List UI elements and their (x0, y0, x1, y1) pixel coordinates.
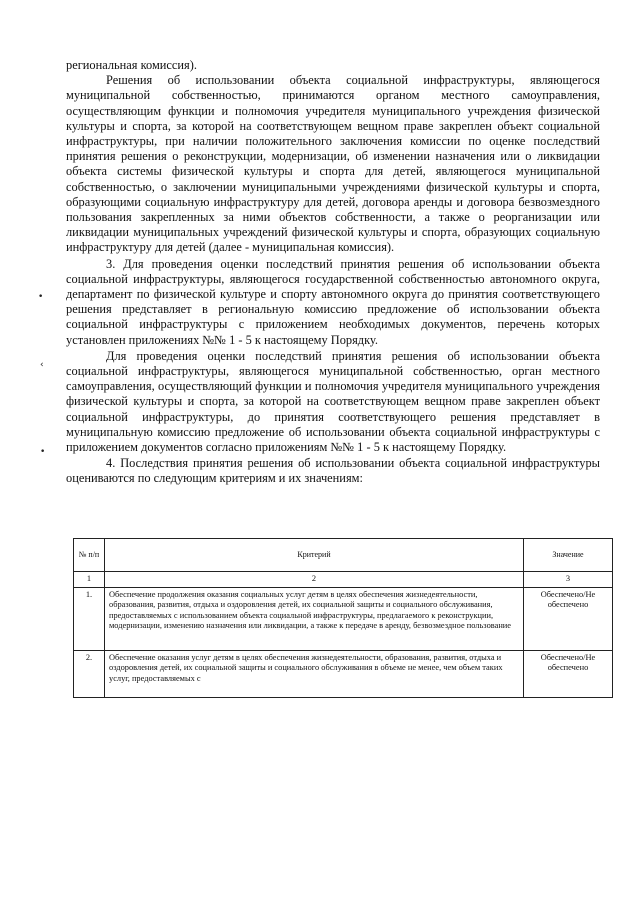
index-cell: 3 (524, 572, 613, 588)
paragraph-3: 3. Для проведения оценки последствий принятия решения об использовании объекта социальной инфраструктуры, являющегося государственной собственностью автономного округа, департамент по физической культуре и спорту автономного округа до принятия соответствующего решения представляет в региональную комиссию предложение об использовании объекта социальной инфраструктуры с приложением необходимых документов, перечень которых установлен приложениях №№ 1 - 5 к настоящему Порядку. (66, 256, 600, 347)
row-criterion: Обеспечение оказания услуг детям в целях обеспечения жизнедеятельности, образования, развития, отдыха и оздоровления детей, их социальной защиты и социального обслуживания в объеме не менее, чем объем таких услуг, предоставляемых с (105, 651, 524, 698)
paragraph-municipal-decision: Решения об использовании объекта социальной инфраструктуры, являющегося муниципальной собственностью, принимаются органом местного самоуправления, осуществляющим функции и полномочия учредителя муниципального учреждения физической культуры и спорта, за которой на соответствующем вещном праве закреплен объект социальной инфраструктуры, при наличии положительного заключения комиссии по оценке последствий принятия решения о реконструкции, модернизации, об изменении назначения или о ликвидации объекта системы физической культуры и спорта для детей, являющегося муниципальной собственностью, о заключении муниципальными учреждениями физической культуры и спорта, образующими социальную инфраструктуру для детей, договора аренды и договора безвозмездного пользования закрепленных за ними объектов собственности, а также о реорганизации или ликвидации муниципальных учреждений физической культуры и спорта, образующих социальную инфраструктуру для детей (далее - муниципальная комиссия). (66, 73, 600, 255)
paragraph-4: 4. Последствия принятия решения об использовании объекта социальной инфраструктуры оцениваются по следующим критериям и их значениям: (66, 456, 600, 486)
header-value: Значение (524, 539, 613, 572)
paragraph-continuation: региональная комиссия). (66, 58, 197, 72)
paragraph-municipal-assessment: Для проведения оценки последствий принятия решения об использовании объекта социальной инфраструктуры, являющегося муниципальной собственностью, орган местного самоуправления, осуществляющий функции и полномочия учредителя муниципального учреждения физической культуры и спорта, за которой на соответствующем вещном праве закреплен объект социальной инфраструктуры, до принятия соответствующего решения представляет в муниципальную комиссию предложение об использовании объекта социальной инфраструктуры с приложением документов согласно приложениям №№ 1 - 5 к настоящему Порядку. (66, 348, 600, 455)
body-text (66, 58, 600, 487)
index-cell: 1 (74, 572, 105, 588)
table-header-row (74, 539, 613, 572)
criteria-table (73, 538, 613, 698)
margin-mark: • (40, 447, 46, 457)
row-value: Обеспечено/Не обеспечено (524, 588, 613, 651)
row-criterion: Обеспечение продолжения оказания социальных услуг детям в целях обеспечения жизнедеятельности, образования, развития, отдыха и оздоровления детей, их социальной защиты и социального обслуживания, предоставляемых с использованием объекта социальной инфраструктуры, предлагаемого к реконструкции, модернизации, изменению назначения или ликвидации, а также к передаче в аренду, безвозмездное пользование (105, 588, 524, 651)
header-num: № п/п (74, 539, 105, 572)
row-number: 2. (74, 651, 105, 698)
row-number: 1. (74, 588, 105, 651)
margin-mark: • (38, 292, 44, 302)
row-value: Обеспечено/Не обеспечено (524, 651, 613, 698)
table-index-row (74, 572, 613, 588)
table-row (74, 588, 613, 651)
margin-mark: ‹ (40, 360, 44, 370)
header-criterion: Критерий (105, 539, 524, 572)
table-row (74, 651, 613, 698)
index-cell: 2 (105, 572, 524, 588)
